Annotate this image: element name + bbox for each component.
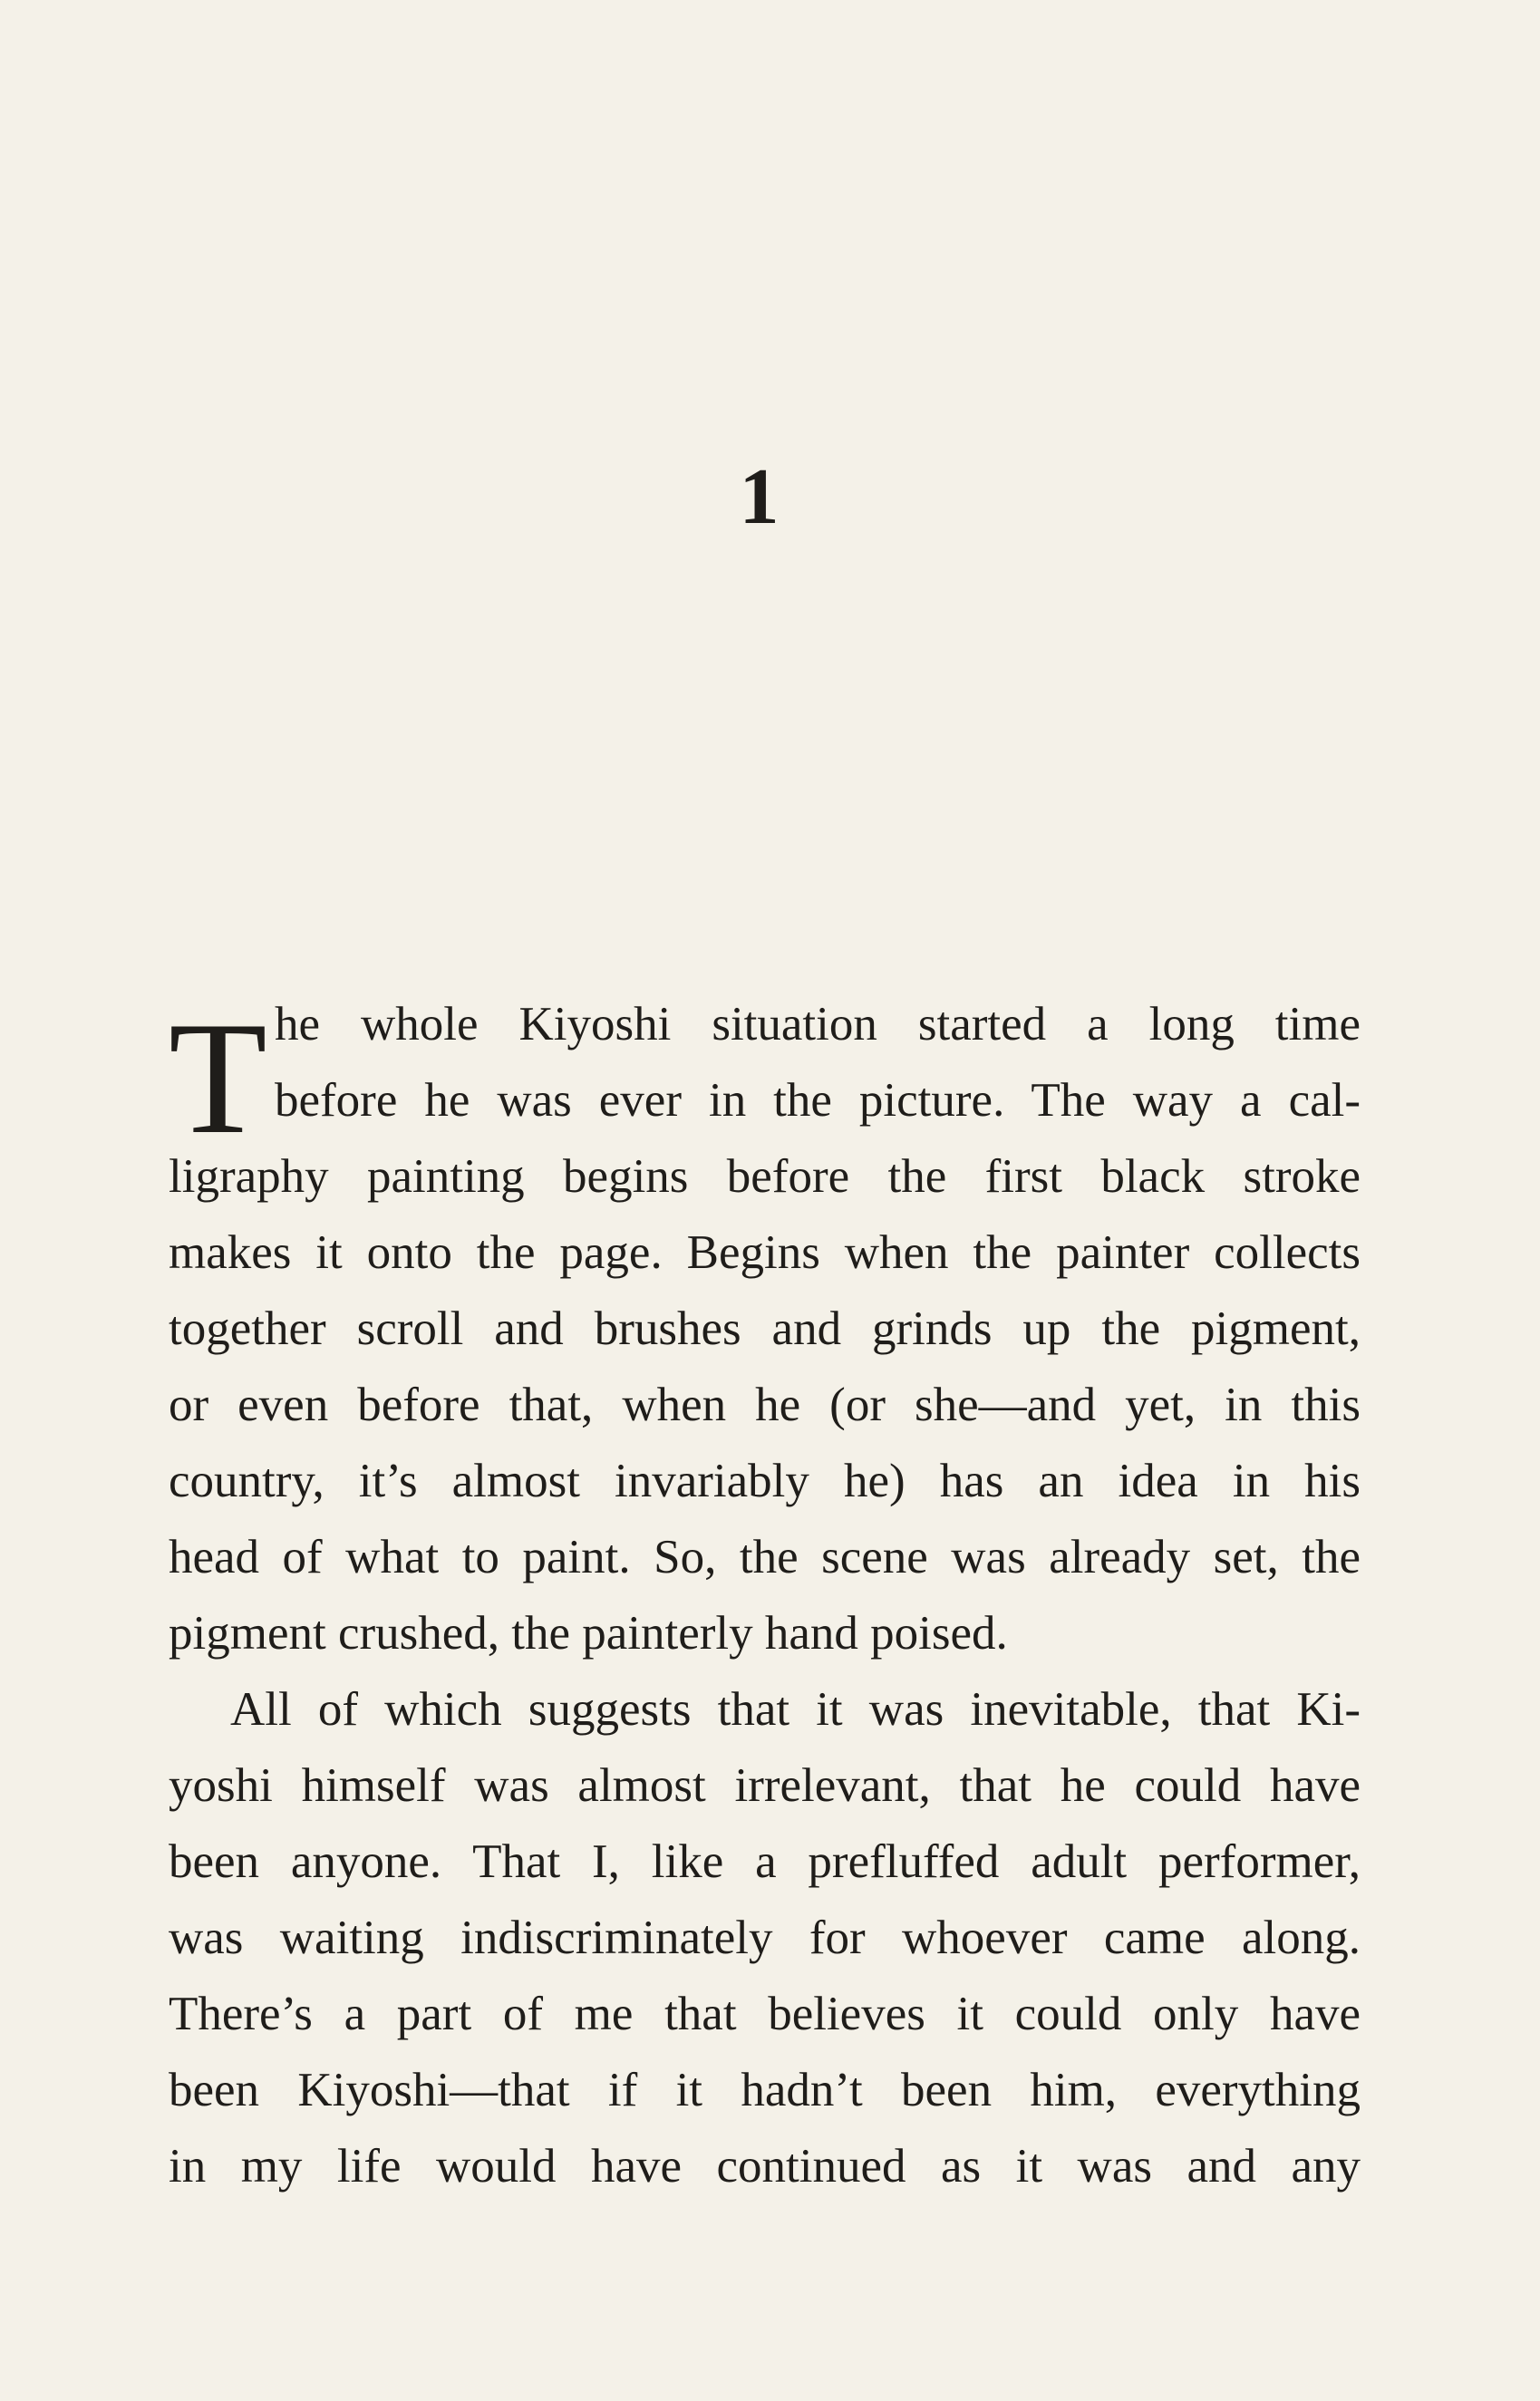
text-line: was waiting indiscriminately for whoever came along. — [169, 1912, 1361, 1964]
drop-cap: T — [169, 988, 267, 1167]
text-line: been Kiyoshi—that if it hadn’t been him, everything — [169, 2064, 1361, 2116]
text-line: country, it’s almost invariably he) has an idea in his — [169, 1455, 1361, 1507]
text-line: head of what to paint. So, the scene was already set, the — [169, 1531, 1361, 1583]
text-line: been anyone. That I, like a prefluffed adult performer, — [169, 1835, 1361, 1888]
text-line: he whole Kiyoshi situation started a long time — [275, 998, 1361, 1050]
text-line: There’s a part of me that believes it could only have — [169, 1988, 1361, 2040]
text-line: or even before that, when he (or she—and yet, in this — [169, 1379, 1361, 1431]
text-line: together scroll and brushes and grinds up the pigment, — [169, 1302, 1361, 1355]
text-line: before he was ever in the picture. The way a cal- — [275, 1074, 1361, 1127]
body-text — [169, 986, 1361, 2204]
text-line: pigment crushed, the painterly hand poised. — [169, 1607, 1008, 1660]
text-line: yoshi himself was almost irrelevant, that he could have — [169, 1759, 1361, 1812]
text-line: in my life would have continued as it was and any — [169, 2140, 1361, 2193]
chapter-number: 1 — [739, 453, 780, 541]
text-line: ligraphy painting begins before the first black stroke — [169, 1150, 1361, 1203]
text-line: All of which suggests that it was inevitable, that Ki- — [230, 1683, 1361, 1736]
text-line: makes it onto the page. Begins when the painter collects — [169, 1226, 1361, 1279]
